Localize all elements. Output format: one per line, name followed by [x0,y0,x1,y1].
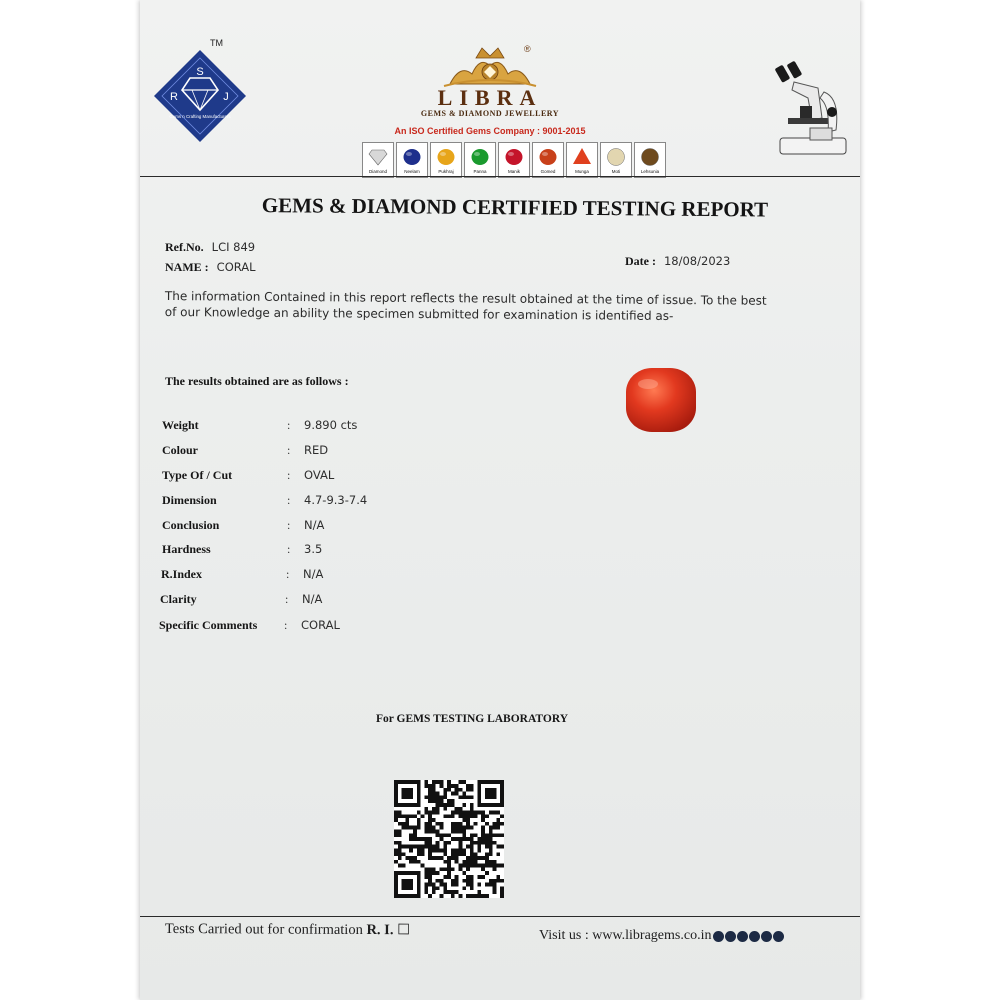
srj-letter-s: S [196,66,204,78]
spec-key: Dimension [162,493,217,507]
date-label: Date : [625,254,656,268]
gem-icon-row [362,142,666,178]
spec-value: RED [304,443,329,457]
name-line [165,258,256,276]
spec-colon: : [285,592,289,606]
website-line [539,928,784,944]
ref-label: Ref.No. [165,240,204,254]
spec-value: CORAL [301,618,340,632]
coral-stone-image [618,362,704,438]
qr-code[interactable] [394,780,504,898]
spec-key: Colour [162,443,198,457]
gem-label: Munga [575,169,589,174]
gem-label: Moti [611,169,621,174]
gem-label: Diamond [368,169,387,174]
libra-brand-name: LIBRA [437,85,543,110]
spec-colon: : [286,567,290,581]
gem-icon-diamond [362,142,394,178]
gem-icon-gomed [532,142,564,178]
gem-label: Lehsunia [640,169,660,174]
spec-key: R.Index [161,567,203,581]
spec-key: Specific Comments [159,618,258,632]
gem-icon-moti [600,142,632,178]
tests-ri: R. I. [366,922,394,939]
gem-icon-pukhraj [430,142,462,178]
website-link[interactable]: Visit us : www.libragems.co.in [539,928,712,943]
spec-colon: : [287,468,291,482]
youtube-icon[interactable] [761,931,772,942]
checkbox-glyph: ☐ [397,922,411,939]
instagram-icon[interactable] [737,931,748,942]
spec-value: 9.890 cts [304,418,358,432]
libra-subtitle: GEMS & DIAMOND JEWELLERY [420,109,560,118]
spec-value: N/A [303,567,324,581]
spec-colon: : [287,518,291,532]
gem-label: Manik [507,169,520,174]
date-line [625,252,730,270]
srj-letter-j: J [223,91,229,103]
spec-key: Hardness [162,542,211,556]
gem-icon-munga [566,142,598,178]
srj-logo [152,48,248,144]
camera-icon[interactable] [773,931,784,942]
trademark-mark: TM [210,38,223,48]
spec-colon: : [287,443,291,457]
spec-value: 4.7-9.3-7.4 [304,493,368,507]
ref-value: LCI 849 [211,240,256,254]
spec-colon: : [287,418,291,432]
spec-colon: : [284,618,288,632]
spec-key: Clarity [160,592,197,606]
results-heading: The results obtained are as follows : [165,374,349,388]
gem-icon-lehsunia [634,142,666,178]
social-icons [712,931,784,942]
footer-divider [140,916,860,917]
gem-icon-panna [464,142,496,178]
srj-tagline: Gems n Crafting Manufacturers [169,114,231,119]
srj-letter-r: R [170,91,178,103]
lab-signature-line: For GEMS TESTING LABORATORY [376,713,569,725]
gem-label: Neelam [404,169,420,174]
name-label: NAME : [165,260,209,274]
spec-key: Conclusion [162,518,220,532]
name-value: CORAL [216,260,256,274]
registered-mark: ® [524,44,531,54]
date-value: 18/08/2023 [663,254,731,268]
gem-label: Panna [473,169,487,174]
spec-value: OVAL [304,468,335,482]
twitter-icon[interactable] [749,931,760,942]
header-divider [140,176,860,177]
spec-value: N/A [302,592,323,606]
gem-label: Gomed [540,169,556,174]
spec-colon: : [287,542,291,556]
gem-icon-neelam [396,142,428,178]
gem-icon-manik [498,142,530,178]
spec-colon: : [287,493,291,507]
spec-key: Type Of / Cut [162,468,233,482]
spec-key: Weight [162,418,199,432]
facebook-icon[interactable] [713,931,724,942]
report-title: GEMS & DIAMOND CERTIFIED TESTING REPORT [261,193,769,222]
tests-confirmation-text [165,921,410,939]
iso-certification-text: An ISO Certified Gems Company : 9001-2015 [394,126,586,136]
spec-value: 3.5 [304,542,323,556]
reference-line [165,238,255,256]
microscope-icon [770,58,852,162]
certificate-document [140,0,860,1000]
intro-paragraph: The information Contained in this report reflects the result obtained at the time of issue. To the best of our Knowledge an ability the specimen submitted for examination is identified as- [164,288,767,323]
tests-text: Tests Carried out for confirmation [164,921,363,939]
gem-label: Pukhraj [438,169,454,174]
spec-value: N/A [304,518,325,532]
whatsapp-icon[interactable] [725,931,736,942]
